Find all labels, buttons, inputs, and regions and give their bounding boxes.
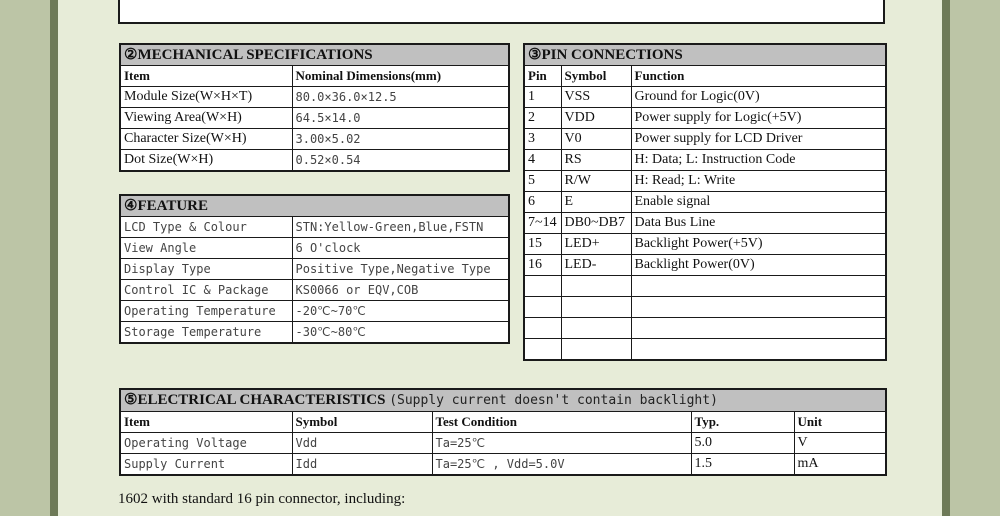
- pin-number: 4: [524, 150, 561, 171]
- feature-value: Positive Type,Negative Type: [292, 259, 509, 280]
- pin-function: Power supply for Logic(+5V): [631, 108, 886, 129]
- feature-item: View Angle: [120, 238, 292, 259]
- table-row: [524, 234, 886, 255]
- pin-function: Ground for Logic(0V): [631, 87, 886, 108]
- electrical-title: ⑤ELECTRICAL CHARACTERISTICS: [124, 392, 386, 408]
- pins-col-function: Function: [631, 66, 886, 87]
- pin-number: 2: [524, 108, 561, 129]
- elec-symbol: Idd: [292, 454, 432, 476]
- empty-row: [524, 276, 886, 297]
- mechanical-specifications-table: [119, 43, 510, 172]
- table-row: [120, 108, 509, 129]
- pin-number: 1: [524, 87, 561, 108]
- feature-item: Storage Temperature: [120, 322, 292, 344]
- elec-unit: V: [794, 433, 886, 454]
- table-row: [120, 433, 886, 454]
- table-row: [120, 238, 509, 259]
- pin-symbol: LED-: [561, 255, 631, 276]
- table-row: [524, 129, 886, 150]
- empty-row: [524, 339, 886, 361]
- mech-value: 80.0×36.0×12.5: [292, 87, 509, 108]
- pin-number: 3: [524, 129, 561, 150]
- feature-value: -30℃~80℃: [292, 322, 509, 344]
- feature-value: 6 O'clock: [292, 238, 509, 259]
- mech-item: Dot Size(W×H): [120, 150, 292, 172]
- pin-number: 5: [524, 171, 561, 192]
- top-section-box: [118, 0, 885, 24]
- feature-item: Operating Temperature: [120, 301, 292, 322]
- elec-symbol: Vdd: [292, 433, 432, 454]
- pin-number: 16: [524, 255, 561, 276]
- pin-symbol: VDD: [561, 108, 631, 129]
- table-row: [524, 150, 886, 171]
- table-row: [120, 301, 509, 322]
- feature-item: Control IC & Package: [120, 280, 292, 301]
- elec-item: Supply Current: [120, 454, 292, 476]
- pins-col-pin: Pin: [524, 66, 561, 87]
- table-row: [524, 87, 886, 108]
- pin-function: Data Bus Line: [631, 213, 886, 234]
- pin-symbol: E: [561, 192, 631, 213]
- mech-item: Module Size(W×H×T): [120, 87, 292, 108]
- feature-value: STN:Yellow-Green,Blue,FSTN: [292, 217, 509, 238]
- table-row: [524, 192, 886, 213]
- pin-connections-table: [523, 43, 887, 361]
- pin-number: 7~14: [524, 213, 561, 234]
- page-frame-right: [950, 0, 1000, 516]
- electrical-note: (Supply current doesn't contain backlight): [389, 393, 718, 408]
- electrical-col-item: Item: [120, 412, 292, 433]
- electrical-col-symbol: Symbol: [292, 412, 432, 433]
- electrical-col-condition: Test Condition: [432, 412, 691, 433]
- mechanical-title: ②MECHANICAL SPECIFICATIONS: [120, 44, 509, 66]
- mechanical-col-item: Item: [120, 66, 292, 87]
- table-row: [120, 217, 509, 238]
- mechanical-col-dimensions: Nominal Dimensions(mm): [292, 66, 509, 87]
- pin-function: H: Data; L: Instruction Code: [631, 150, 886, 171]
- pin-symbol: RS: [561, 150, 631, 171]
- pin-symbol: LED+: [561, 234, 631, 255]
- table-row: [120, 129, 509, 150]
- electrical-col-typ: Typ.: [691, 412, 794, 433]
- table-row: [120, 87, 509, 108]
- electrical-characteristics-table: [119, 388, 887, 476]
- elec-unit: mA: [794, 454, 886, 476]
- pin-symbol: DB0~DB7: [561, 213, 631, 234]
- elec-typ: 1.5: [691, 454, 794, 476]
- pin-function: Backlight Power(+5V): [631, 234, 886, 255]
- pin-symbol: VSS: [561, 87, 631, 108]
- table-row: [120, 454, 886, 476]
- mech-value: 64.5×14.0: [292, 108, 509, 129]
- pin-function: Enable signal: [631, 192, 886, 213]
- pin-number: 6: [524, 192, 561, 213]
- table-row: [524, 171, 886, 192]
- pins-col-symbol: Symbol: [561, 66, 631, 87]
- page-frame-left: [0, 0, 50, 516]
- feature-item: Display Type: [120, 259, 292, 280]
- pin-function: Power supply for LCD Driver: [631, 129, 886, 150]
- footer-text: 1602 with standard 16 pin connector, including:: [118, 491, 406, 507]
- pins-title: ③PIN CONNECTIONS: [524, 44, 886, 66]
- feature-title: ④FEATURE: [120, 195, 509, 217]
- table-row: [120, 150, 509, 172]
- mech-value: 3.00×5.02: [292, 129, 509, 150]
- elec-item: Operating Voltage: [120, 433, 292, 454]
- pin-symbol: V0: [561, 129, 631, 150]
- feature-value: KS0066 or EQV,COB: [292, 280, 509, 301]
- table-row: [120, 259, 509, 280]
- table-row: [524, 255, 886, 276]
- table-row: [524, 108, 886, 129]
- pin-function: Backlight Power(0V): [631, 255, 886, 276]
- elec-condition: Ta=25℃: [432, 433, 691, 454]
- mech-item: Viewing Area(W×H): [120, 108, 292, 129]
- page-frame-left-border: [50, 0, 58, 516]
- page-frame-right-border: [942, 0, 950, 516]
- electrical-title-cell: [120, 389, 886, 412]
- empty-row: [524, 297, 886, 318]
- mech-item: Character Size(W×H): [120, 129, 292, 150]
- table-row: [120, 322, 509, 344]
- electrical-col-unit: Unit: [794, 412, 886, 433]
- pin-symbol: R/W: [561, 171, 631, 192]
- elec-condition: Ta=25℃ , Vdd=5.0V: [432, 454, 691, 476]
- mech-value: 0.52×0.54: [292, 150, 509, 172]
- pin-number: 15: [524, 234, 561, 255]
- feature-table: [119, 194, 510, 344]
- empty-row: [524, 318, 886, 339]
- table-row: [120, 280, 509, 301]
- table-row: [524, 213, 886, 234]
- feature-item: LCD Type & Colour: [120, 217, 292, 238]
- feature-value: -20℃~70℃: [292, 301, 509, 322]
- pin-function: H: Read; L: Write: [631, 171, 886, 192]
- elec-typ: 5.0: [691, 433, 794, 454]
